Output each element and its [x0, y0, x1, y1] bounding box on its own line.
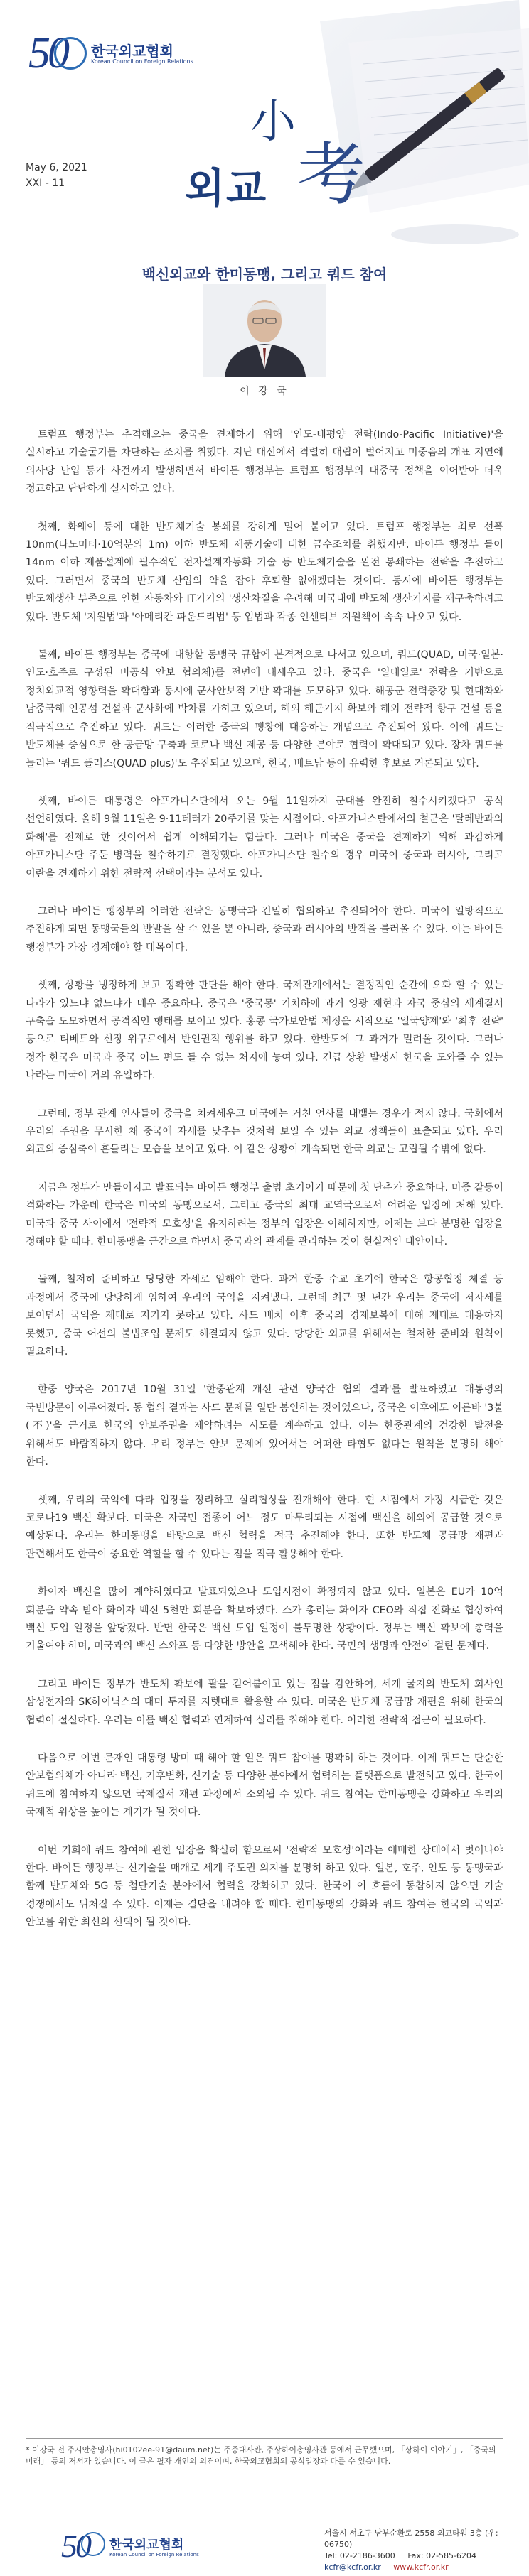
paragraph: 트럼프 행정부는 추격해오는 중국을 견제하기 위해 '인도-태평양 전략(Indo-Pacific Initiative)'을 실시하고 기술굴기를 차단하는 조치를 취했다. 지난 대선에서 격렬히 대립이 벌어지고 미중음의 개표 지연에 의사당 난입 등가 사건까지 발생하면서 바이든 행정부는 트럼프 행정부의 대중국 정책을 이어받아 더욱 정교하고 단단하게 실시하고 있다.	[26, 429, 503, 495]
footer	[0, 2515, 529, 2576]
logo-name: 한국외교협회	[91, 43, 173, 60]
series-small-char: 小	[250, 96, 296, 148]
logo-ring-icon	[54, 37, 87, 70]
footer-tel: Tel: 02-2186-3600	[324, 2551, 395, 2560]
paragraph: 셋째, 상황을 냉정하게 보고 정확한 판단을 해야 한다. 국제관계에서는 결정적인 순간에 오화 할 수 있는 나라가 있느냐 없느냐가 매우 중요하다. 중국은 '중국몽' 기치하에 과거 영광 재현과 자국 중심의 세계질서 구축을 도모하면서 공격적인 행태를 보이고 있다. 홍콩 국가보안법 제정을 시작으로 '일국양제'와 '최후 전략' 등으로 티베트와 신장 위구르에서 반인권적 행위를 하고 있다. 한반도에 그 과거가 밀려올 것이다. 그러나 정작 한국은 미국과 중국 어느 편도 들 수 없는 처지에 놓여 있다. 긴급 상황 발생시 한국을 도와줄 수 있는 나라는 미국이 거의 유일하다.	[26, 980, 503, 1082]
footer-fax: Fax: 02-585-6204	[407, 2551, 477, 2560]
paragraph: 셋째, 바이든 대통령은 아프가니스탄에서 오는 9월 11일까지 군대를 완전히 철수시키겠다고 공식 선언하였다. 올해 9월 11일은 9·11테러가 20주기를 맞는 시점이다. 아프가니스탄에서의 철군은 '탈레반과의 화해'를 전제로 한 것이어서 쉽게 이해되기는 힘들다. 그러나 미국은 중국을 견제하기 위해 과감하게 아프가니스탄 주둔 병력을 철수하기로 결정했다. 아프가니스탄 철수의 경우 미국이 중국과 러시아, 그리고 이란을 견제하기 위한 전략적 선택이라는 분석도 있다.	[26, 795, 503, 880]
paragraph: 둘째, 바이든 행정부는 중국에 대항할 동맹국 규합에 본격적으로 나서고 있으며, 쿼드(QUAD, 미국·일본·인도·호주로 구성된 비공식 안보 협의체)를 전면에 내세우고 있다. 중국은 '일대일로' 전략을 기반으로 정치외교적 영향력을 확대함과 동시에 군사안보적 기반 확대를 도모하고 있다. 해공군 전력증강 및 현대화와 남중국해 인공섬 건설과 군사화에 박차를 가하고 있으며, 해외 해군기지 확보와 해외 전략적 항구 건설 등을 적극적으로 추진하고 있다. 쿼드는 이러한 중국의 팽창에 대응하는 개념으로 추진되어 왔다. 이에 쿼드는 반도체를 중심으로 한 공급망 구축과 코로나 백신 제공 등 다양한 분야로 협력이 확대되고 있다. 장차 쿼드를 늘리는 '쿼드 플러스(QUAD plus)'도 추진되고 있으며, 한국, 베트남 등이 유력한 후보로 거론되고 있다.	[26, 649, 503, 769]
logo-subtitle: Korean Council on Foreign Relations	[91, 58, 193, 65]
footer-logo-ring-icon	[81, 2532, 105, 2556]
author-name: 이 강 국	[240, 386, 289, 397]
footer-address: 서울시 서초구 남부순환로 2558 외교타워 3층 (우: 06750)	[324, 2528, 498, 2549]
logo-fifty: 50	[28, 29, 67, 77]
paragraph: 한중 양국은 2017년 10월 31일 '한중관계 개선 관련 양국간 협의 결과'를 발표하였고 대통령의 국빈방문이 이루어졌다. 동 협의 결과는 사드 문제를 일단 봉인하는 것이었으나, 중국은 이후에도 이른바 '3불(不)'을 근거로 한국의 안보주권을 제약하려는 시도를 계속하고 있다. 이는 한중관계의 건강한 발전을 위해서도 바람직하지 않다. 우리 정부는 안보 문제에 있어서는 어떠한 타협도 없다는 원칙을 분명히 해야 한다.	[26, 1384, 503, 1468]
footer-logo	[61, 2526, 218, 2569]
author-footnote: * 이강국 전 주시안총영사(hi0102ee-91@daum.net)는 주중대사관, 주상하이총영사관 등에서 근무했으며, 「상하이 이야기」, 「중국의 미래」 등의 저서가 있습니다. 이 글은 필자 개인의 의견이며, 한국외교협회의 공식입장과 다를 수 있습니다.	[26, 2438, 503, 2467]
publication-date: May 6, 2021	[26, 162, 87, 173]
article-body	[26, 426, 503, 1952]
paragraph: 지금은 정부가 만들어지고 발표되는 바이든 행정부 출범 초기이기 때문에 첫 단추가 중요하다. 미중 갈등이 격화하는 가운데 한국은 미국의 동맹으로서, 그리고 중국의 최대 교역국으로서 어려운 입장에 처해 있다. 미국과 중국 사이에서 '전략적 모호성'을 유지하려는 정부의 입장은 이해하지만, 이제는 보다 분명한 입장을 정해야 할 때다. 한미동맹을 근간으로 하면서 중국과의 관계를 관리하는 것이 현실적인 대안이다.	[26, 1181, 503, 1248]
footer-logo-name: 한국외교협회	[109, 2538, 184, 2553]
series-title	[142, 78, 398, 249]
header	[0, 0, 529, 398]
author-photo	[203, 284, 326, 377]
paragraph: 화이자 백신을 많이 계약하였다고 발표되었으나 도입시점이 확정되지 않고 있다. 일본은 EU가 10억 회분을 약속 받아 화이자 백신 5천만 회분을 확보하였다. 스가 총리는 화이자 CEO와 직접 전화로 협상하여 백신 도입 일정을 앞당겼다. 반면 한국은 백신 도입 일정이 불투명한 상황이다. 정부는 백신 확보에 총력을 기울여야 하며, 미국과의 백신 스와프 등 다양한 방안을 모색해야 한다. 국민의 생명과 안전이 걸린 문제다.	[26, 1586, 503, 1652]
footer-links-row	[324, 2562, 509, 2573]
paragraph: 이번 기회에 쿼드 참여에 관한 입장을 확실히 함으로써 '전략적 모호성'이라는 애매한 상태에서 벗어나야 한다. 바이든 행정부는 신기술을 매개로 세계 주도권 의지를 분명히 하고 있다. 일본, 호주, 인도 등 동맹국과 함께 반도체와 5G 등 첨단기술 분야에서 협력을 강화하고 있다. 한국이 이 흐름에 동참하지 않으면 기술 경쟁에서도 뒤처질 수 있다. 이제는 결단을 내려야 할 때다. 한미동맹의 강화와 쿼드 참여는 한국의 국익과 안보를 위한 최선의 선택이 될 것이다.	[26, 1844, 503, 1929]
series-foreign: 외교	[185, 164, 268, 212]
article-title: 백신외교와 한미동맹, 그리고 쿼드 참여	[141, 266, 388, 283]
kcfr-logo	[28, 28, 242, 78]
footer-contact	[324, 2528, 509, 2573]
paragraph: 다음으로 이번 문재인 대통령 방미 때 해야 할 일은 쿼드 참여를 명확히 하는 것이다. 이제 쿼드는 단순한 안보협의체가 아니라 백신, 기후변화, 신기술 등 다양한 분야에서 협력하는 플랫폼으로 발전하고 있다. 한국이 쿼드에 참여하지 않으면 국제질서 재편 과정에서 소외될 수 있다. 쿼드 참여는 한미동맹을 강화하고 우리의 국제적 위상을 높이는 계기가 될 것이다.	[26, 1752, 503, 1819]
paragraph: 셋째, 우리의 국익에 따라 입장을 정리하고 실리협상을 전개해야 한다. 현 시점에서 가장 시급한 것은 코로나19 백신 확보다. 미국은 자국민 접종이 어느 정도 마무리되는 시점에 백신을 해외에 공급할 것으로 예상된다. 우리는 한미동맹을 바탕으로 백신 협력을 적극 추진해야 한다. 또한 반도체 공급망 재편과 관련해서도 한국이 중요한 역할을 할 수 있다는 점을 적극 활용해야 한다.	[26, 1494, 503, 1560]
footer-email-link[interactable]: kcfr@kcfr.or.kr	[324, 2563, 381, 2572]
series-think-char: 考	[297, 135, 365, 215]
footer-website-link[interactable]: www.kcfr.or.kr	[393, 2563, 449, 2572]
paragraph: 둘째, 철저히 준비하고 당당한 자세로 임해야 한다. 과거 한중 수교 초기에 한국은 항공협정 체결 등 과정에서 중국에 당당하게 임하여 우리의 국익을 지켜냈다. 그런데 최근 몇 년간 우리는 중국에 저자세를 보이면서 국익을 제대로 지키지 못하고 있다. 사드 배치 이후 중국의 경제보복에 대해 제대로 대응하지 못했고, 중국 어선의 불법조업 문제도 해결되지 않고 있다. 당당한 외교를 위해서는 철저한 준비와 원칙이 필요하다.	[26, 1274, 503, 1358]
issue-number: XXI - 11	[26, 178, 65, 189]
paragraph: 그러나 바이든 행정부의 이러한 전략은 동맹국과 긴밀히 협의하고 추진되어야 한다. 미국이 일방적으로 추진하게 되면 동맹국들의 반발을 살 수 있을 뿐 아니라, 중국과 러시아의 반격을 불러올 수 있다. 이는 바이든 행정부가 가장 경계해야 할 대목이다.	[26, 905, 503, 953]
paragraph: 첫째, 화웨이 등에 대한 반도체기술 봉쇄를 강하게 밀어 붙이고 있다. 트럼프 행정부는 최로 선폭 10nm(나노미터·10억분의 1m) 이하 반도체 제품기술에 대한 금수조치를 취했지만, 바이든 행정부 들어 14nm 이하 제품설계에 필수적인 전자설계자동화 기술 등 반도체기술을 완전 봉쇄하는 전략을 추진하고 있다. 그러면서 중국의 반도체 산업의 약을 잡아 후퇴할 없애겠다는 것이다. 동시에 바이든 행정부는 반도체생산 부족으로 인한 자동차와 IT기기의 '생산차질을 우려해 미국내에 반도체 생산기지를 재구축하려고 있다. 반도체 '지원법'과 '아메리칸 파운드리법' 등 입법과 각종 인센티브 지원책이 속속 나오고 있다.	[26, 521, 503, 623]
footer-phone-row	[324, 2550, 509, 2562]
paragraph: 그리고 바이든 정부가 반도체 확보에 팔을 걷어붙이고 있는 점을 감안하여, 세계 굴지의 반도체 회사인 삼성전자와 SK하이닉스의 대미 투자를 지렛대로 활용할 수 있다. 미국은 반도체 공급망 재편을 위해 한국의 협력이 절실하다. 우리는 이를 백신 협력과 연계하여 실리를 취해야 한다. 이러한 전략적 접근이 필요하다.	[26, 1678, 503, 1726]
footer-logo-fifty: 50	[61, 2528, 90, 2564]
paragraph: 그런데, 정부 관계 인사들이 중국을 치켜세우고 미국에는 거친 언사를 내뱉는 경우가 적지 않다. 국회에서 우리의 주권을 무시한 채 중국에 자세를 낮추는 것처럼 보일 수 있는 외교 정책들이 표출되고 있다. 우리 외교의 중심축이 흔들리는 모습을 보이고 있다. 이 같은 상황이 계속되면 한국 외교는 고립될 수밖에 없다.	[26, 1108, 503, 1156]
footer-logo-subtitle: Korean Council on Foreign Relations	[109, 2552, 199, 2558]
